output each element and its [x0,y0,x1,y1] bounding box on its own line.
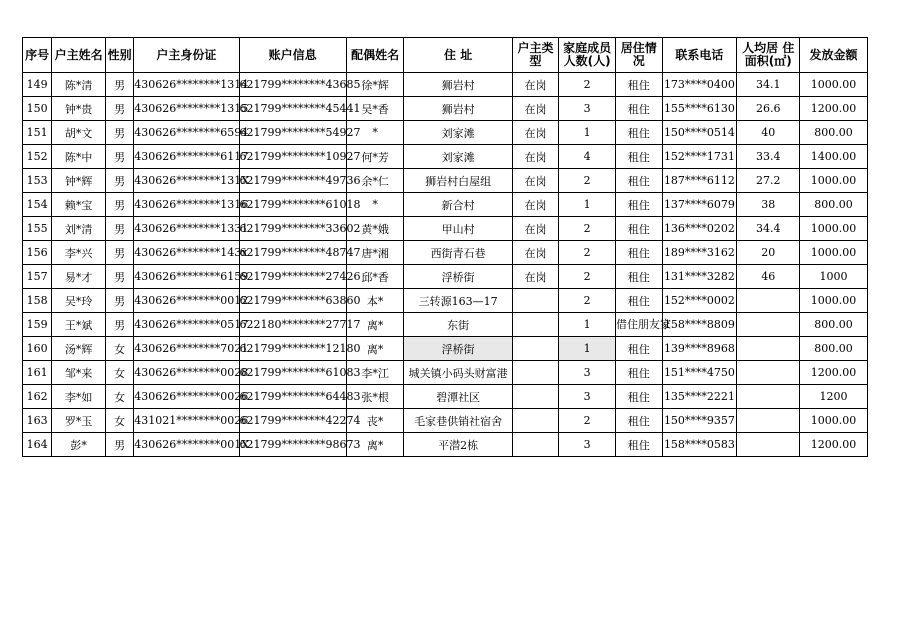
cell-type: 在岗 [512,145,559,169]
cell-address: 刘家滩 [404,121,512,145]
cell-address: 浮桥街 [404,337,512,361]
cell-amount: 1000.00 [800,217,868,241]
cell-account: 621799********48747 [239,241,346,265]
cell-amount: 800.00 [800,337,868,361]
cell-address: 甲山村 [404,217,512,241]
cell-housing: 租住 [615,145,662,169]
cell-id: 430626********0012 [134,289,239,313]
cell-members: 3 [559,433,616,457]
cell-amount: 1000.00 [800,409,868,433]
header-members: 家庭成员人数(人) [559,38,616,73]
cell-name: 李*如 [52,385,106,409]
cell-members: 1 [559,337,616,361]
cell-name: 钟*贵 [52,97,106,121]
cell-address: 平潜2栋 [404,433,512,457]
cell-phone: 152****0002 [662,289,737,313]
cell-area [737,433,800,457]
cell-address: 东街 [404,313,512,337]
cell-housing: 租住 [615,265,662,289]
cell-members: 2 [559,217,616,241]
cell-members: 2 [559,409,616,433]
cell-housing: 租住 [615,385,662,409]
table-row [23,121,868,145]
cell-id: 430626********0517 [134,313,239,337]
cell-type [512,409,559,433]
cell-area: 40 [737,121,800,145]
table-row [23,169,868,193]
cell-phone: 151****4750 [662,361,737,385]
cell-account: 621799********33602 [239,217,346,241]
cell-no: 157 [23,265,52,289]
cell-sex: 男 [105,121,133,145]
cell-phone: 150****0514 [662,121,737,145]
cell-id: 430626********143x [134,241,239,265]
cell-no: 151 [23,121,52,145]
cell-id: 430626********131X [134,169,239,193]
cell-id: 430626********1315 [134,97,239,121]
cell-account: 621799********42274 [239,409,346,433]
cell-address: 浮桥街 [404,265,512,289]
cell-housing: 租住 [615,337,662,361]
header-name: 户主姓名 [52,38,106,73]
cell-account: 621799********43685 [239,73,346,97]
cell-housing: 租住 [615,289,662,313]
cell-no: 163 [23,409,52,433]
cell-area: 27.2 [737,169,800,193]
cell-name: 彭* [52,433,106,457]
cell-id: 430626********1316 [134,193,239,217]
table-row [23,361,868,385]
cell-address: 城关镇小码头财富港 [404,361,512,385]
cell-members: 1 [559,121,616,145]
cell-sex: 男 [105,145,133,169]
cell-housing: 租住 [615,217,662,241]
cell-housing: 租住 [615,241,662,265]
cell-housing: 租住 [615,361,662,385]
beneficiary-table [22,37,868,457]
cell-spouse: 本* [346,289,404,313]
cell-area: 38 [737,193,800,217]
cell-phone: 150****9357 [662,409,737,433]
cell-phone: 158****8809 [662,313,737,337]
cell-sex: 男 [105,193,133,217]
cell-amount: 1200.00 [800,97,868,121]
cell-area [737,313,800,337]
cell-spouse: * [346,193,404,217]
cell-spouse: 吴*香 [346,97,404,121]
header-sex: 性别 [105,38,133,73]
header-spouse: 配偶姓名 [346,38,404,73]
cell-area: 26.6 [737,97,800,121]
cell-housing: 租住 [615,433,662,457]
cell-name: 胡*文 [52,121,106,145]
table-row [23,193,868,217]
cell-sex: 男 [105,97,133,121]
cell-name: 邹*来 [52,361,106,385]
cell-no: 155 [23,217,52,241]
cell-name: 易*才 [52,265,106,289]
cell-phone: 189****3162 [662,241,737,265]
cell-area [737,337,800,361]
cell-area [737,361,800,385]
cell-sex: 男 [105,433,133,457]
cell-amount: 800.00 [800,193,868,217]
cell-phone: 173****0400 [662,73,737,97]
cell-name: 李*兴 [52,241,106,265]
cell-no: 149 [23,73,52,97]
cell-type: 在岗 [512,217,559,241]
cell-no: 160 [23,337,52,361]
cell-id: 430626********6117 [134,145,239,169]
cell-amount: 1000.00 [800,73,868,97]
header-phone: 联系电话 [662,38,737,73]
cell-sex: 女 [105,337,133,361]
cell-members: 3 [559,361,616,385]
cell-amount: 1000.00 [800,289,868,313]
cell-spouse: * [346,121,404,145]
cell-spouse: 余*仁 [346,169,404,193]
cell-type [512,337,559,361]
table-row [23,241,868,265]
header-id: 户主身份证 [134,38,239,73]
cell-name: 罗*玉 [52,409,106,433]
cell-spouse: 邱*香 [346,265,404,289]
table-row [23,433,868,457]
cell-phone: 135****2221 [662,385,737,409]
cell-members: 3 [559,385,616,409]
cell-no: 152 [23,145,52,169]
cell-id: 430626********001X [134,433,239,457]
cell-type: 在岗 [512,97,559,121]
cell-spouse: 离* [346,337,404,361]
cell-area: 33.4 [737,145,800,169]
cell-spouse: 离* [346,433,404,457]
cell-address: 狮岩村白屋组 [404,169,512,193]
header-row [23,38,868,73]
cell-no: 161 [23,361,52,385]
cell-type [512,289,559,313]
cell-phone: 136****0202 [662,217,737,241]
table-row [23,337,868,361]
cell-spouse: 徐*辉 [346,73,404,97]
cell-area: 34.1 [737,73,800,97]
header-area: 人均居 住面积(㎡) [737,38,800,73]
cell-amount: 1200.00 [800,361,868,385]
cell-area [737,289,800,313]
cell-no: 154 [23,193,52,217]
cell-spouse: 何*芳 [346,145,404,169]
cell-name: 陈*清 [52,73,106,97]
cell-type: 在岗 [512,121,559,145]
cell-name: 陈*中 [52,145,106,169]
cell-members: 1 [559,313,616,337]
cell-id: 430626********1331 [134,217,239,241]
cell-address: 新合村 [404,193,512,217]
cell-members: 2 [559,241,616,265]
cell-spouse: 丧* [346,409,404,433]
cell-name: 汤*辉 [52,337,106,361]
cell-amount: 1400.00 [800,145,868,169]
cell-phone: 137****6079 [662,193,737,217]
table-row [23,385,868,409]
cell-account: 621799********61083 [239,361,346,385]
cell-members: 2 [559,289,616,313]
cell-account: 622180********27717 [239,313,346,337]
cell-phone: 155****6130 [662,97,737,121]
cell-sex: 男 [105,73,133,97]
cell-name: 吴*玲 [52,289,106,313]
cell-type: 在岗 [512,73,559,97]
cell-id: 430626********0028 [134,361,239,385]
cell-amount: 800.00 [800,121,868,145]
cell-sex: 男 [105,313,133,337]
cell-sex: 女 [105,361,133,385]
cell-account: 621799********45441 [239,97,346,121]
cell-address: 狮岩村 [404,73,512,97]
cell-address: 三转源163—17 [404,289,512,313]
cell-members: 2 [559,265,616,289]
cell-sex: 女 [105,409,133,433]
cell-phone: 187****6112 [662,169,737,193]
table-row [23,289,868,313]
cell-account: 621799********64483 [239,385,346,409]
cell-sex: 女 [105,385,133,409]
cell-housing: 租住 [615,73,662,97]
cell-type [512,313,559,337]
cell-no: 159 [23,313,52,337]
cell-housing: 租住 [615,409,662,433]
cell-account: 621799********10927 [239,145,346,169]
cell-name: 王*斌 [52,313,106,337]
cell-no: 164 [23,433,52,457]
cell-account: 621799********54927 [239,121,346,145]
cell-no: 158 [23,289,52,313]
cell-housing: 借住朋友家 [615,313,662,337]
cell-spouse: 黄*娥 [346,217,404,241]
table-row [23,409,868,433]
cell-type: 在岗 [512,241,559,265]
header-amount: 发放金额 [800,38,868,73]
cell-amount: 1000.00 [800,169,868,193]
cell-area: 46 [737,265,800,289]
cell-amount: 800.00 [800,313,868,337]
cell-name: 钟*辉 [52,169,106,193]
cell-members: 2 [559,169,616,193]
table-row [23,145,868,169]
cell-members: 1 [559,193,616,217]
cell-address: 碧潭社区 [404,385,512,409]
cell-phone: 139****8968 [662,337,737,361]
cell-no: 153 [23,169,52,193]
cell-spouse: 李*江 [346,361,404,385]
cell-amount: 1000.00 [800,241,868,265]
cell-housing: 租住 [615,169,662,193]
cell-id: 430626********7021 [134,337,239,361]
cell-housing: 租住 [615,193,662,217]
cell-no: 156 [23,241,52,265]
cell-no: 150 [23,97,52,121]
cell-id: 430626********6159 [134,265,239,289]
cell-sex: 男 [105,289,133,313]
table-row [23,265,868,289]
cell-housing: 租住 [615,121,662,145]
cell-address: 刘家滩 [404,145,512,169]
cell-sex: 男 [105,169,133,193]
cell-id: 430626********6594 [134,121,239,145]
table-row [23,97,868,121]
cell-area [737,385,800,409]
cell-account: 621799********61018 [239,193,346,217]
cell-account: 621799********12180 [239,337,346,361]
cell-account: 621799********63860 [239,289,346,313]
cell-account: 621799********49736 [239,169,346,193]
cell-type: 在岗 [512,169,559,193]
cell-address: 狮岩村 [404,97,512,121]
cell-account: 621799********98673 [239,433,346,457]
cell-id: 430626********1314 [134,73,239,97]
cell-members: 4 [559,145,616,169]
cell-area [737,409,800,433]
cell-phone: 131****3282 [662,265,737,289]
cell-members: 3 [559,97,616,121]
table-row [23,73,868,97]
cell-name: 刘*清 [52,217,106,241]
cell-type [512,361,559,385]
cell-spouse: 张*根 [346,385,404,409]
cell-amount: 1200.00 [800,433,868,457]
cell-address: 西街青石巷 [404,241,512,265]
header-type: 户主类型 [512,38,559,73]
header-account: 账户信息 [239,38,346,73]
cell-members: 2 [559,73,616,97]
cell-type: 在岗 [512,265,559,289]
cell-phone: 158****0583 [662,433,737,457]
cell-name: 赖*宝 [52,193,106,217]
cell-amount: 1000 [800,265,868,289]
cell-address: 毛家巷供销社宿舍 [404,409,512,433]
cell-area: 34.4 [737,217,800,241]
cell-sex: 男 [105,217,133,241]
cell-sex: 男 [105,241,133,265]
cell-spouse: 唐*湘 [346,241,404,265]
cell-id: 430626********0026 [134,385,239,409]
header-address: 住 址 [404,38,512,73]
cell-no: 162 [23,385,52,409]
cell-sex: 男 [105,265,133,289]
cell-type [512,433,559,457]
cell-type: 在岗 [512,193,559,217]
cell-phone: 152****1731 [662,145,737,169]
cell-amount: 1200 [800,385,868,409]
header-no: 序号 [23,38,52,73]
cell-id: 431021********0026 [134,409,239,433]
cell-account: 621799********27426 [239,265,346,289]
cell-spouse: 离* [346,313,404,337]
cell-housing: 租住 [615,97,662,121]
cell-type [512,385,559,409]
table-row [23,217,868,241]
header-housing: 居住情况 [615,38,662,73]
table-row [23,313,868,337]
cell-area: 20 [737,241,800,265]
